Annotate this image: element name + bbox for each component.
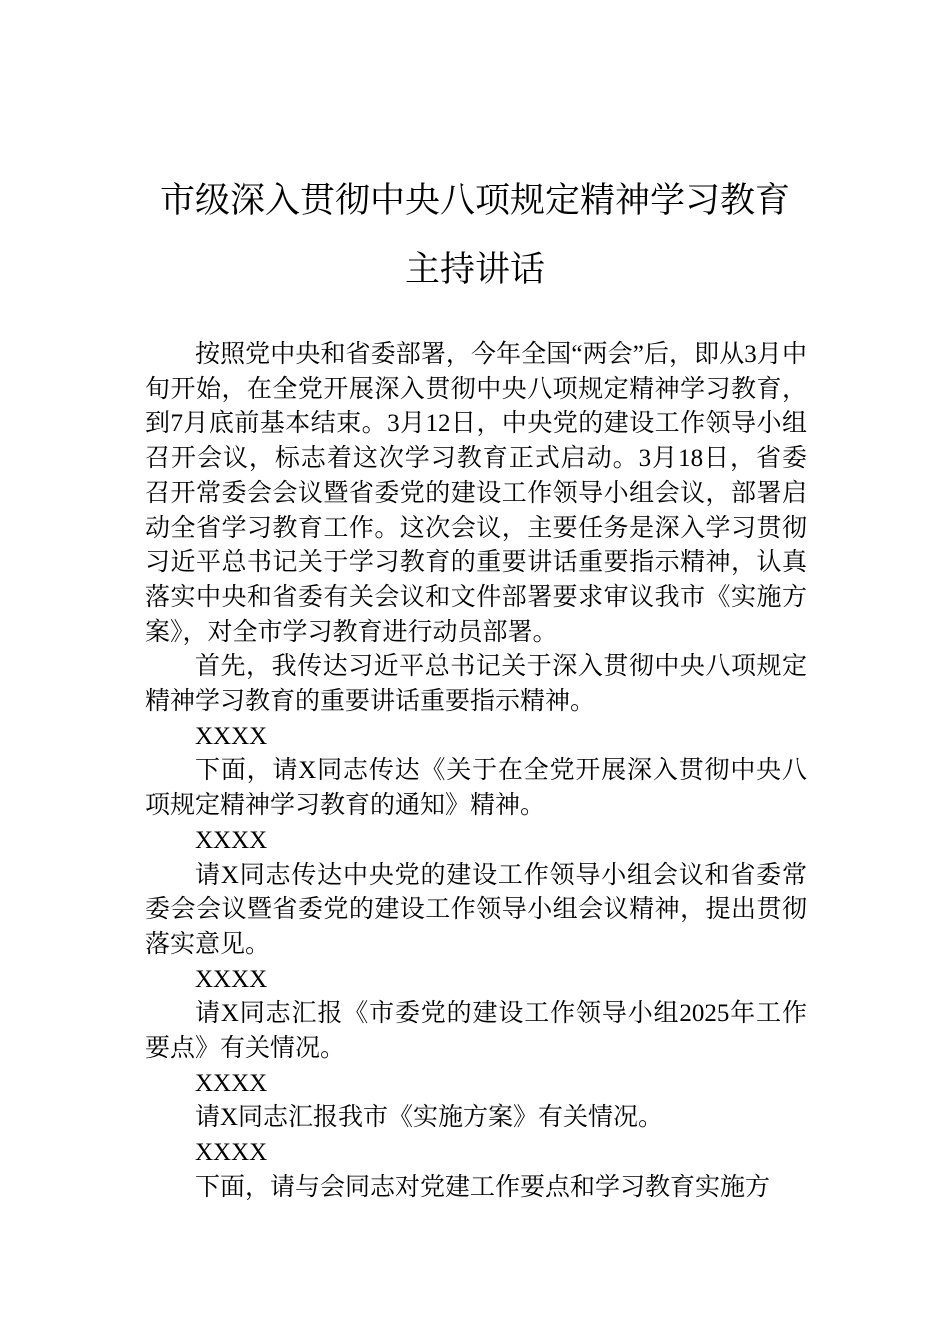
- document-title-line-2: 主持讲话: [404, 250, 545, 290]
- body-paragraph: 下面，请与会同志对党建工作要点和学习教育实施方: [195, 1173, 771, 1201]
- body-paragraph: 下面，请X同志传达《关于在全党开展深入贯彻中央八项规定精神学习教育的通知》精神。: [145, 757, 807, 820]
- document-body: [145, 338, 807, 1206]
- body-paragraph: XXXX: [195, 1069, 268, 1097]
- body-paragraph: XXXX: [195, 1139, 268, 1167]
- body-paragraph: XXXX: [195, 965, 268, 993]
- body-paragraph: 请X同志汇报《市委党的建设工作领导小组2025年工作要点》有关情况。: [145, 1000, 807, 1063]
- body-paragraph: 按照党中央和省委部署，今年全国“两会”后，即从3月中旬开始，在全党开展深入贯彻中央八项规定精神学习教育，到7月底前基本结束。3月12日，中央党的建设工作领导小组召开会议，标志着这次学习教育正式启动。3月18日，省委召开常委会会议暨省委党的建设工作领导小组会议，部署启动全省学习教育工作。这次会议，主要任务是深入学习贯彻习近平总书记关于学习教育的重要讲话重要指示精神，认真落实中央和省委有关会议和文件部署要求审议我市《实施方案》，对全市学习教育进行动员部署。: [145, 341, 807, 646]
- body-paragraph: 请X同志汇报我市《实施方案》有关情况。: [195, 1104, 664, 1132]
- document-title-line-1: 市级深入贯彻中央八项规定精神学习教育: [159, 181, 790, 221]
- body-paragraph: XXXX: [195, 722, 268, 750]
- body-paragraph: XXXX: [195, 826, 268, 854]
- body-paragraph: 首先，我传达习近平总书记关于深入贯彻中央八项规定精神学习教育的重要讲话重要指示精神。: [145, 653, 807, 716]
- body-paragraph: 请X同志传达中央党的建设工作领导小组会议和省委常委会会议暨省委党的建设工作领导小组会议精神，提出贯彻落实意见。: [145, 861, 807, 958]
